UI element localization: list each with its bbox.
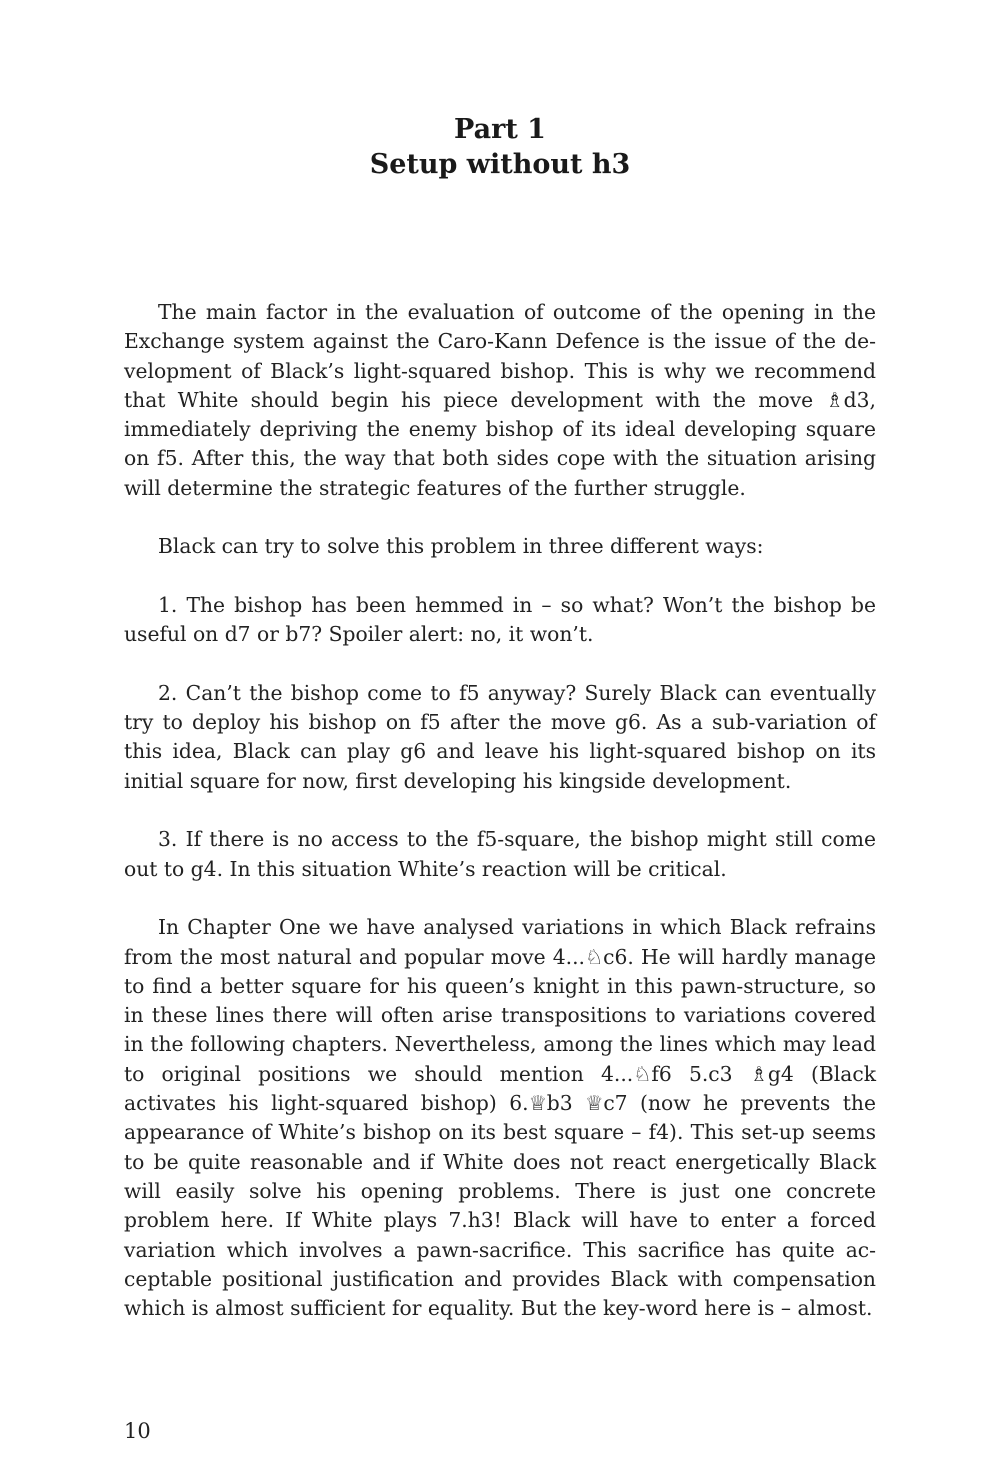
body-text xyxy=(124,298,876,1323)
paragraph-three-ways: Black can try to solve this problem in three different ways: xyxy=(158,534,764,559)
paragraph-option-2: 2. Can’t the bishop come to f5 anyway? Surely Black can eventually try to deploy his bishop on f5 after the move g6. As a sub-variation of this idea, Black can play g6 and leave his light-squared bishop on its initial square for now, first developing his kingside development. xyxy=(124,680,876,793)
paragraph-chapter-one: In Chapter One we have analysed variations in which Black refrains from the most natural and popular move 4...♘c6. He will hardly manage to find a better square for his queen’s knight in this pawn-structure, so in these lines there will often arise transpositions to variations covered in the following chapters. Nevertheless, among the lines which may lead to original positions we should mention 4...♘f6 5.c3 ♗g4 (Black activates his light-squared bishop) 6.♕b3 ♕c7 (now he prevents the appearance of White’s bishop on its best square – f4). This set-up seems to be quite reasonable and if White does not react energetically Black will easily solve his opening problems. There is just one concrete problem here. If White plays 7.h3! Black will have to enter a forced variation which involves a pawn-sacrifice. This sacrifice has quite acceptable positional justification and provides Black with compensation which is almost sufficient for equality. But the key-word here is – almost. xyxy=(124,915,876,1321)
paragraph-option-3: 3. If there is no access to the f5-square, the bishop might still come out to g4. In this situation White’s reaction will be critical. xyxy=(124,827,876,881)
paragraph-option-1: 1. The bishop has been hemmed in – so what? Won’t the bishop be useful on d7 or b7? Spoiler alert: no, it won’t. xyxy=(124,592,876,647)
page-number: 10 xyxy=(124,1419,151,1443)
part-title: Setup without h3 xyxy=(369,149,631,180)
part-label: Part 1 xyxy=(454,114,546,145)
chapter-heading xyxy=(0,112,1000,182)
paragraph-intro: The main factor in the evaluation of outcome of the opening in the Exchange system against the Caro-Kann Defence is the issue of the development of Black’s light-squared bishop. This is why we recommend that White should begin his piece development with the move ♗d3, immediately depriving the enemy bishop of its ideal developing square on f5. After this, the way that both sides cope with the situation arising will determine the strategic features of the further struggle. xyxy=(124,300,876,500)
